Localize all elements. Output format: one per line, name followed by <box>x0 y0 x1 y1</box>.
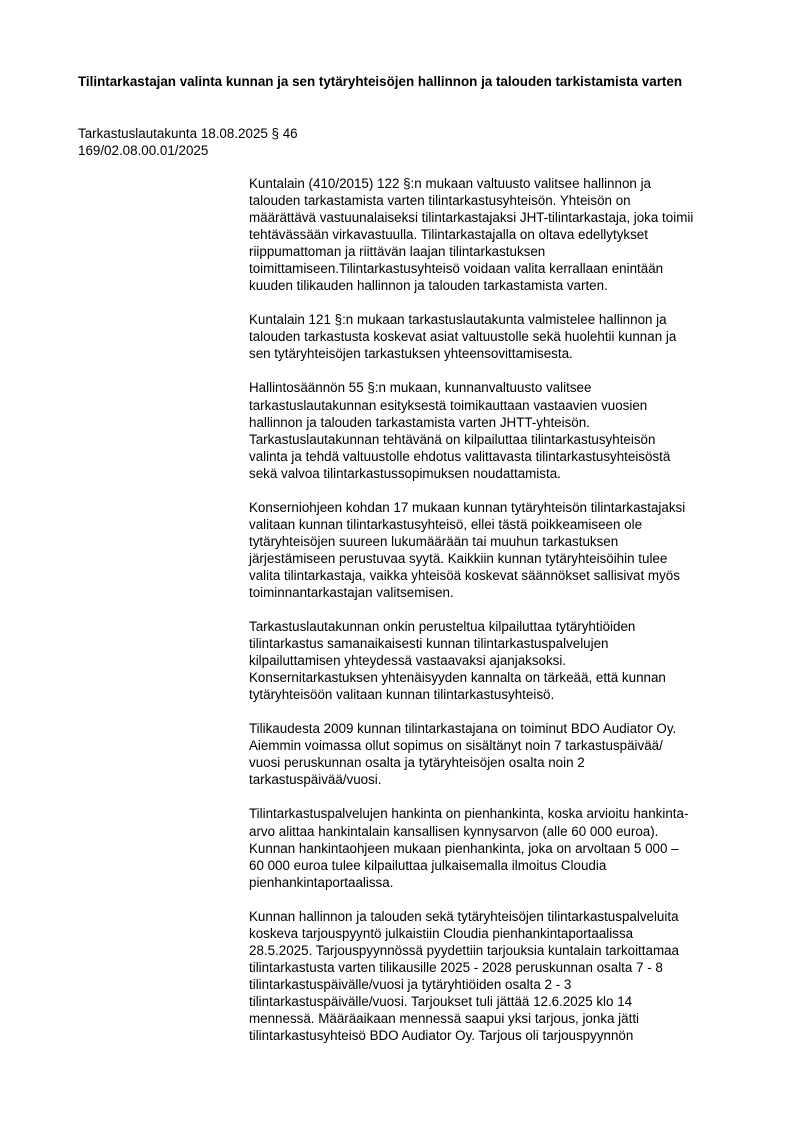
paragraph: Tilikaudesta 2009 kunnan tilintarkastajana on toiminut BDO Audiator Oy. Aiemmin voimassa ollut sopimus on sisältänyt noin 7 tarkastuspäivää/ vuosi peruskunnan osalta ja tytäryhteisöjen osalta noin 2 tarkastuspäivää/vuosi. <box>249 721 677 788</box>
paragraph: Tarkastuslautakunnan onkin perusteltua kilpailuttaa tytäryhtiöiden tilintarkastus samanaikaisesti kunnan tilintarkastuspalvelujen kilpailuttamisen yhteydessä vastaavaksi ajanjaksoksi. Konsernitarkastuksen yhtenäisyyden kannalta on tärkeää, että kunnan tytäryhteisöön valitaan kunnan tilintarkastusyhteisö. <box>249 619 666 703</box>
meeting-reference: Tarkastuslautakunta 18.08.2025 § 46 <box>78 126 298 141</box>
record-id: 169/02.08.00.01/2025 <box>78 143 209 158</box>
paragraph: Kuntalain 121 §:n mukaan tarkastuslautakunta valmistelee hallinnon ja talouden tarkastusta koskevat asiat valtuustolle sekä huolehtii kunnan ja sen tytäryhteisöjen tarkastuksen yhteensovittamisesta. <box>249 312 677 362</box>
document-title: Tilintarkastajan valinta kunnan ja sen tytäryhteisöjen hallinnon ja talouden tarkistamista varten <box>78 74 682 89</box>
document-meta <box>78 125 298 159</box>
paragraph: Kuntalain (410/2015) 122 §:n mukaan valtuusto valitsee hallinnon ja talouden tarkastamista varten tilintarkastusyhteisön. Yhteisön on määrättävä vastuunalaiseksi tilintarkastajaksi JHT-tilintarkastaja, joka toimii tehtävässään virkavastuulla. Tilintarkastajalla on oltava edellytykset riippumattoman ja riittävän laajan tilintarkastuksen toimittamiseen.Tilintarkastusyhteisö voidaan valita kerrallaan enintään kuuden tilikauden hallinnon ja talouden tarkastamista varten. <box>249 176 694 294</box>
paragraph: Hallintosäännön 55 §:n mukaan, kunnanvaltuusto valitsee tarkastuslautakunnan esityksestä toimikauttaan vastaavien vuosien hallinnon ja talouden tarkastamista varten JHTT-yhteisön. Tarkastuslautakunnan tehtävänä on kilpailuttaa tilintarkastusyhteisön valinta ja tehdä valtuustolle ehdotus valittavasta tilintarkastusyhteisöstä sekä valvoa tilintarkastussopimuksen noudattamista. <box>249 380 671 481</box>
paragraph: Konserniohjeen kohdan 17 mukaan kunnan tytäryhteisön tilintarkastajaksi valitaan kunnan tilintarkastusyhteisö, ellei tästä poikkeamiseen ole tytäryhteisöjen suureen lukumäärään tai muuhun tarkastuksen järjestämiseen perustuvaa syytä. Kaikkiin kunnan tytäryhteisöihin tulee valita tilintarkastaja, vaikka yhteisöä koskevat säännökset sallisivat myös toiminnantarkastajan valitsemisen. <box>249 499 686 600</box>
paragraph: Tilintarkastuspalvelujen hankinta on pienhankinta, koska arvioitu hankinta- arvo alittaa hankintalain kansallisen kynnysarvon (alle 60 000 euroa). Kunnan hankintaohjeen mukaan pienhankinta, joka on arvoltaan 5 000 – 60 000 euroa tulee kilpailuttaa julkaisemalla ilmoitus Cloudia pienhankintaportaalissa. <box>249 806 689 890</box>
paragraph: Kunnan hallinnon ja talouden sekä tytäryhteisöjen tilintarkastuspalveluita koskeva tarjouspyyntö julkaistiin Cloudia pienhankintaportaalissa 28.5.2025. Tarjouspyynnössä pyydettiin tarjouksia kuntalain tarkoittamaa tilintarkastusta varten tilikausille 2025 - 2028 peruskunnan osalta 7 - 8 tilintarkastuspäivälle/vuosi ja tytäryhtiöiden osalta 2 - 3 tilintarkastuspäivälle/vuosi. Tarjoukset tuli jättää 12.6.2025 klo 14 mennessä. Määräaikaan mennessä saapui yksi tarjous, jonka jätti tilintarkastusyhteisö BDO Audiator Oy. Tarjous oli tarjouspyynnön <box>249 908 679 1044</box>
document-body <box>249 175 739 1061</box>
